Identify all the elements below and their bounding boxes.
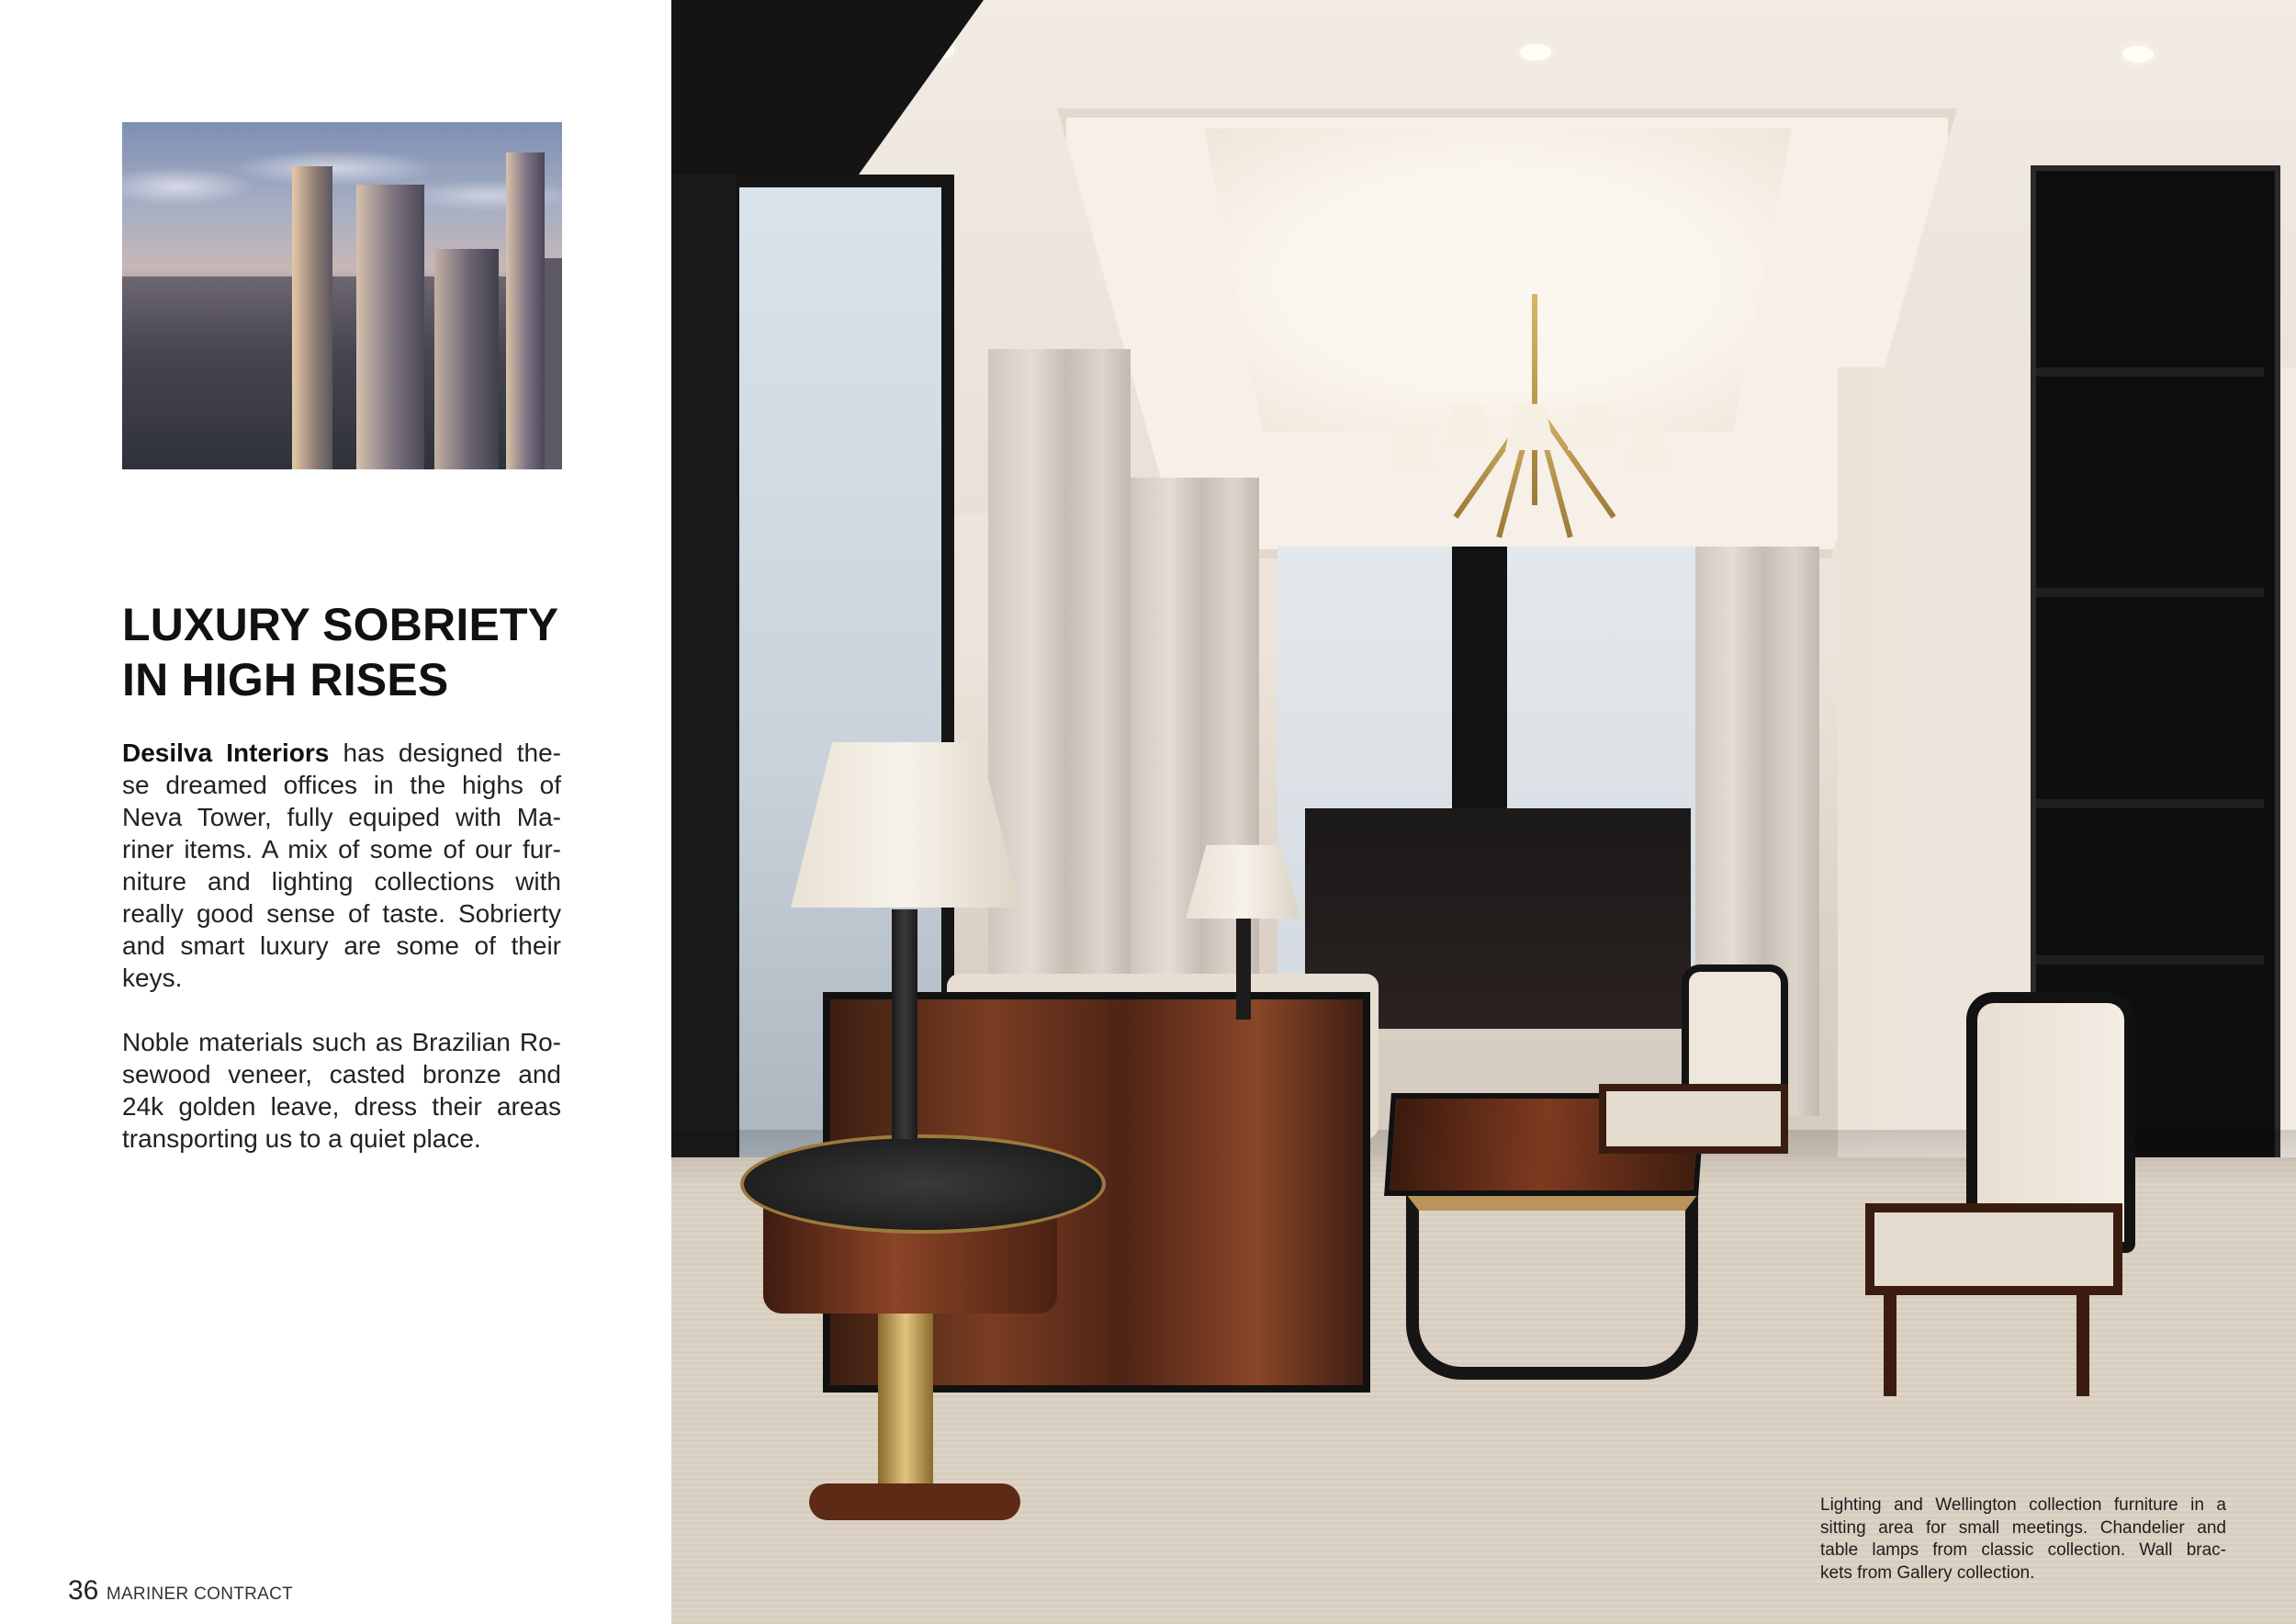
shelf-board	[2036, 955, 2264, 964]
tower-2	[356, 185, 424, 469]
paragraph-1	[122, 737, 561, 994]
armchair-front	[1847, 992, 2122, 1359]
title-line-1: LUXURY SOBRIETY	[122, 599, 559, 650]
paragraph-1-line: keys.	[122, 964, 183, 992]
caption-line: sitting area for small meetings. Chandelier and	[1820, 1517, 2226, 1538]
paragraph-gap	[122, 994, 561, 1026]
chandelier-shade	[1443, 404, 1492, 450]
tower-4	[506, 152, 545, 469]
paragraph-1-line: se dreamed offices in the highs of	[122, 771, 561, 799]
shelf-board	[2036, 799, 2264, 808]
table-lamp-stem	[892, 909, 917, 1139]
paragraph-2-line: Noble materials such as Brazilian Ro-	[122, 1028, 561, 1056]
chandelier	[1397, 294, 1672, 661]
shelf-board	[2036, 367, 2264, 377]
interior-photo	[671, 0, 2296, 1624]
paragraph-1-line: Neva Tower, fully equiped with Ma-	[122, 803, 561, 831]
tower-5	[545, 258, 562, 469]
side-table-base	[809, 1483, 1020, 1520]
neva-tower-thumbnail	[122, 122, 562, 469]
paragraph-1-line: riner items. A mix of some of our fur-	[122, 835, 561, 863]
armchair-leg	[1884, 1286, 1896, 1396]
tower-1	[292, 166, 332, 469]
paragraph-2-line: sewood veneer, casted bronze and	[122, 1060, 561, 1088]
publication-name: MARINER CONTRACT	[106, 1585, 294, 1604]
armchair-seat	[1599, 1084, 1788, 1154]
side-table-top	[740, 1134, 1106, 1234]
paragraph-1-line	[122, 737, 561, 769]
chandelier-shade	[1505, 404, 1555, 450]
downlight	[1520, 44, 1551, 61]
table-lamp-stem	[1236, 919, 1251, 1020]
armchair-seat	[1865, 1203, 2122, 1295]
article-body	[122, 737, 561, 1155]
sky-clouds	[122, 131, 562, 242]
title-line-2: IN HIGH RISES	[122, 654, 449, 705]
article-title	[122, 597, 572, 707]
caption-line: Lighting and Wellington collection furniture in a	[1820, 1495, 2226, 1515]
side-table-stem	[878, 1314, 933, 1497]
page-number: 36	[68, 1575, 99, 1606]
paragraph-1-line: niture and lighting collections with	[122, 867, 561, 896]
chandelier-shade	[1568, 404, 1617, 450]
caption-line: table lamps from classic collection. Wall brac-	[1820, 1540, 2226, 1560]
paragraph-1-line: really good sense of taste. Sobrierty	[122, 899, 561, 928]
brand-name: Desilva Interiors	[122, 739, 330, 767]
photo-caption	[1820, 1494, 2226, 1585]
paragraph-2-line: transporting us to a quiet place.	[122, 1124, 481, 1153]
caption-line: kets from Gallery collection.	[1820, 1562, 2035, 1583]
paragraph-1-line: and smart luxury are some of their	[122, 931, 561, 960]
page-footer	[68, 1575, 293, 1607]
shelf-board	[2036, 588, 2264, 597]
armchair-back	[1599, 964, 1783, 1240]
paragraph-2-line: 24k golden leave, dress their areas	[122, 1092, 561, 1121]
chandelier-stem	[1532, 294, 1537, 505]
armchair-leg	[2077, 1286, 2089, 1396]
chandelier-shade	[1623, 427, 1672, 473]
downlight	[2122, 46, 2154, 62]
paragraph-2	[122, 1026, 561, 1155]
tower-3	[434, 249, 499, 469]
paragraph-1-line-text: has designed the-	[329, 739, 561, 767]
